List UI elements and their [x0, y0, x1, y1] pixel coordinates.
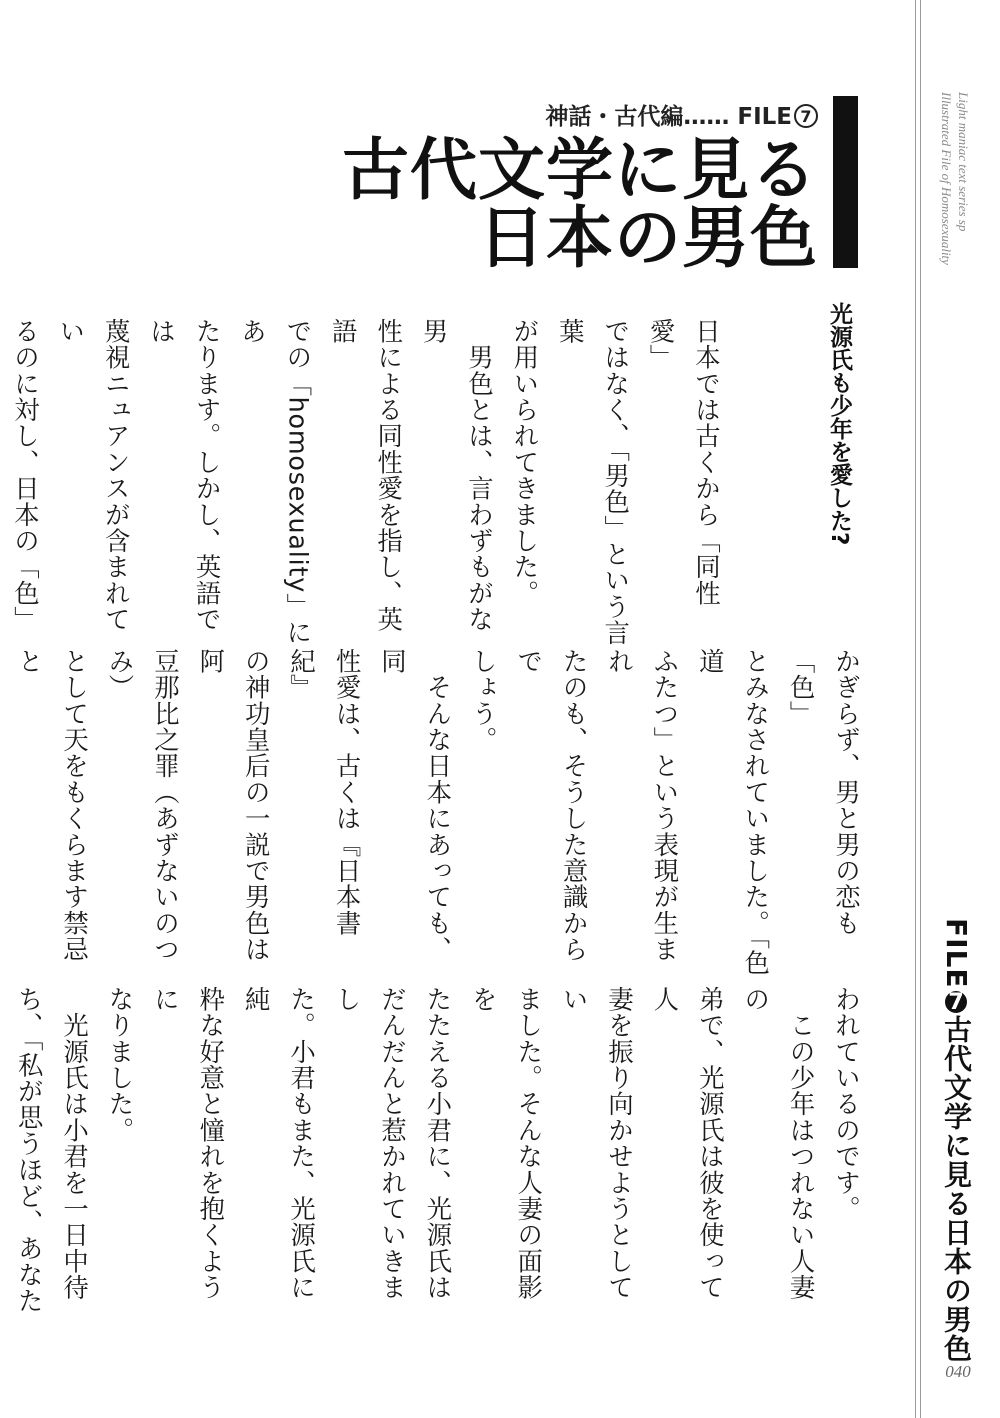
running-head-number: 7: [945, 991, 967, 1013]
title-accent-bar: [833, 96, 858, 268]
series-credit: [938, 92, 972, 312]
page-title-line-2: 日本の男色: [478, 199, 818, 277]
page-title-line-1: 古代文学に見る: [342, 131, 818, 209]
page-number: 040: [945, 1362, 971, 1381]
file-number-badge: 7: [794, 104, 818, 128]
body-text-upper: [10, 318, 729, 650]
page-title: [342, 131, 818, 277]
file-kicker: [545, 98, 818, 131]
series-credit-line-1: Light maniac text series sp: [956, 92, 971, 232]
body-text-middle: [14, 648, 869, 982]
body-paragraphs-lower: われているのです。 この少年はつれない人妻の 弟で、光源氏は彼を使って人 妻を振り向かせようとしてい ました。そんな人妻の面影を たたえる小君に、光源氏は だんだんと惹かれていきまし た。小君もまた、光源氏に純 粋な好意と憧れを抱くように なりました。 光源氏は小君を一日中待 ち、「私が思うほど、あなた: [14, 986, 862, 1314]
margin-rule: [915, 0, 921, 1418]
running-head: [936, 918, 976, 1363]
series-credit-line-2: Illustrated File of Homosexuality: [939, 92, 954, 265]
file-kicker-text: 神話・古代編…… FILE: [545, 104, 792, 130]
body-text-lower: [14, 986, 869, 1324]
body-paragraphs-middle: かぎらず、男と男の恋も「色」 とみなされていました。「色道 ふたつ」という表現が生まれ たのも、そうした意識からで しょう。 そんな日本にあっても、同 性愛は、古くは『日本書紀』 の神功皇后の一説で男色は阿 豆那比之罪（あずないのつみ） として天をもくらます禁忌と: [14, 648, 862, 976]
body-paragraphs-upper: 日本では古くから「同性愛」 ではなく、「男色」という言葉 が用いられてきました。 男色とは、言わずもがな男 性による同性愛を指し、英語 での「homosexuality」にあ たります。しかし、英語では 蔑視ニュアンスが含まれてい るのに対し、日本の「色」: [10, 318, 722, 646]
running-head-prefix: FILE: [940, 918, 973, 989]
section-subheading: 光源氏も少年を愛した?: [826, 302, 852, 546]
running-head-title: 古代文学に見る日本の男色: [940, 1014, 973, 1363]
